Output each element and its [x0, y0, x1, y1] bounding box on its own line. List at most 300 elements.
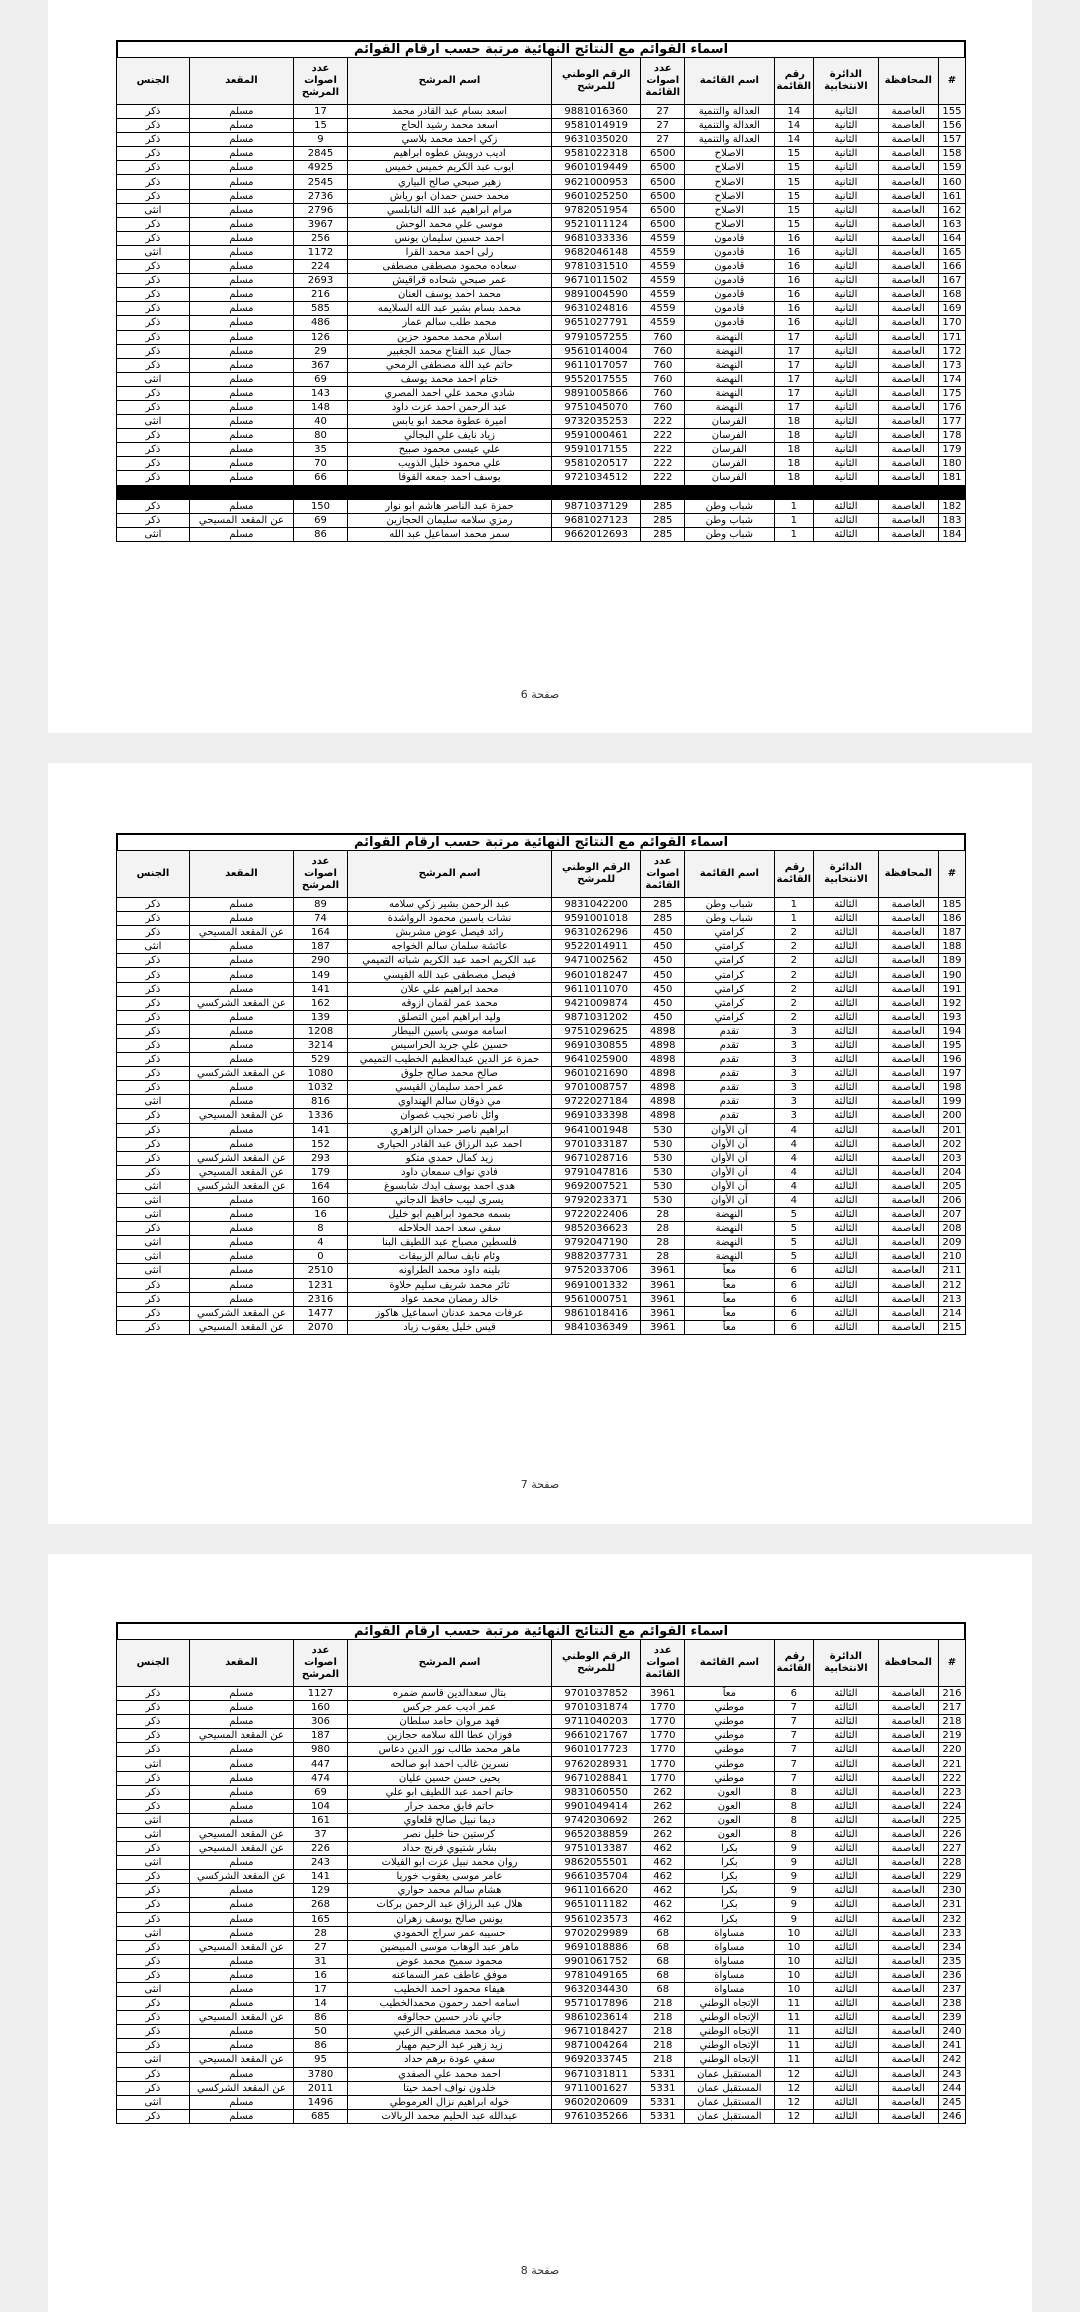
cell-list-number: 7	[774, 1729, 814, 1743]
cell-seat: مسلم	[189, 274, 293, 288]
table-row	[117, 429, 966, 443]
table-row	[117, 245, 966, 259]
cell-district: الثالثة	[814, 1743, 879, 1757]
cell-candidate-name: رمزي سلامه سليمان الحجازين	[348, 513, 552, 527]
table-row	[117, 1306, 966, 1320]
cell-candidate-name: زكي احمد محمد بلاسي	[348, 133, 552, 147]
cell-candidate-votes: 290	[293, 954, 347, 968]
cell-national-id: 9762028931	[551, 1757, 640, 1771]
cell-candidate-votes: 31	[293, 1954, 347, 1968]
cell-candidate-name: محمود سميح محمد عوض	[348, 1954, 552, 1968]
cell-national-id: 9691033398	[551, 1109, 640, 1123]
cell-candidate-votes: 243	[293, 1856, 347, 1870]
cell-list-number: 7	[774, 1701, 814, 1715]
column-header-list-number: رقم القائمة	[774, 1640, 814, 1687]
cell-candidate-name: محمد احمد يوسف العنان	[348, 288, 552, 302]
cell-list-name: الاصلاح	[685, 203, 774, 217]
cell-seat: مسلم	[189, 161, 293, 175]
cell-national-id: 9561014004	[551, 344, 640, 358]
column-header-governorate: المحافظة	[878, 1640, 938, 1687]
cell-list-name: المستقبل عمان	[685, 2109, 774, 2123]
cell-list-votes: 3961	[641, 1292, 685, 1306]
cell-candidate-votes: 486	[293, 316, 347, 330]
cell-candidate-name: محمد عمر لقمان ازوقه	[348, 996, 552, 1010]
cell-national-id: 9742030692	[551, 1813, 640, 1827]
cell-gender: ذكر	[117, 2011, 190, 2025]
cell-gender: انثى	[117, 1208, 190, 1222]
cell-national-id: 9722022406	[551, 1208, 640, 1222]
cell-seat: مسلم	[189, 1898, 293, 1912]
cell-national-id: 9692033745	[551, 2053, 640, 2067]
cell-row-number: 204	[938, 1165, 965, 1179]
cell-list-votes: 4559	[641, 274, 685, 288]
cell-row-number: 194	[938, 1024, 965, 1038]
cell-row-number: 246	[938, 2109, 965, 2123]
column-header-list-votes: عدد اصوات القائمة	[641, 58, 685, 105]
cell-district: الثالثة	[814, 2067, 879, 2081]
column-header-candidate-votes: عدد اصوات المرشح	[293, 58, 347, 105]
table-row	[117, 1842, 966, 1856]
cell-candidate-name: نشات ياسين محمود الرواشدة	[348, 912, 552, 926]
results-table	[116, 1622, 966, 2124]
cell-list-number: 2	[774, 1010, 814, 1024]
cell-list-number: 5	[774, 1208, 814, 1222]
cell-gender: ذكر	[117, 316, 190, 330]
cell-seat: مسلم	[189, 189, 293, 203]
cell-list-number: 4	[774, 1151, 814, 1165]
table-title: اسماء القوائم مع النتائج النهائية مرتبة حسب ارقام القوائم	[116, 833, 966, 850]
cell-list-number: 8	[774, 1827, 814, 1841]
cell-candidate-votes: 4925	[293, 161, 347, 175]
cell-list-name: تقدم	[685, 1053, 774, 1067]
cell-candidate-name: كرستين حنا خليل نصر	[348, 1827, 552, 1841]
cell-list-votes: 4898	[641, 1081, 685, 1095]
cell-seat: مسلم	[189, 316, 293, 330]
cell-national-id: 9751029625	[551, 1024, 640, 1038]
cell-candidate-name: محمد بسام بشير عبد الله السلايمه	[348, 302, 552, 316]
cell-national-id: 9581022318	[551, 147, 640, 161]
page-number: صفحة 7	[520, 1478, 560, 1491]
cell-candidate-name	[348, 485, 552, 499]
cell-governorate: العاصمة	[878, 1856, 938, 1870]
cell-candidate-name: مي ذوقان سالم الهنداوي	[348, 1095, 552, 1109]
table-row	[117, 1982, 966, 1996]
cell-governorate: العاصمة	[878, 1222, 938, 1236]
cell-gender: ذكر	[117, 260, 190, 274]
cell-list-name: النهضة	[685, 358, 774, 372]
cell-national-id: 9581020517	[551, 457, 640, 471]
cell-district: الثانية	[814, 175, 879, 189]
cell-national-id: 9601019449	[551, 161, 640, 175]
cell-seat: مسلم	[189, 1997, 293, 2011]
cell-candidate-name: حسيبه عمر سراج الحمودي	[348, 1926, 552, 1940]
column-header-list-number: رقم القائمة	[774, 58, 814, 105]
cell-list-votes: 28	[641, 1236, 685, 1250]
cell-list-name: كرامتي	[685, 940, 774, 954]
cell-list-number: 5	[774, 1222, 814, 1236]
table-row	[117, 1236, 966, 1250]
cell-row-number: 174	[938, 372, 965, 386]
cell-candidate-name: نسرين غالب احمد ابو صالحه	[348, 1757, 552, 1771]
cell-list-name: موطني	[685, 1743, 774, 1757]
cell-national-id: 9651027791	[551, 316, 640, 330]
cell-candidate-name: بلينه داود محمد الطراونه	[348, 1264, 552, 1278]
cell-national-id: 9852036623	[551, 1222, 640, 1236]
cell-list-name: النهضة	[685, 400, 774, 414]
cell-candidate-votes: 2736	[293, 189, 347, 203]
table-row	[117, 1771, 966, 1785]
cell-candidate-name: زيد كمال حمدي متكو	[348, 1151, 552, 1165]
cell-gender: ذكر	[117, 1010, 190, 1024]
cell-list-votes: 450	[641, 940, 685, 954]
cell-list-name: معاً	[685, 1278, 774, 1292]
cell-candidate-name: عمر اديب عمر جركس	[348, 1701, 552, 1715]
cell-candidate-votes: 447	[293, 1757, 347, 1771]
cell-list-number: 16	[774, 316, 814, 330]
cell-gender: ذكر	[117, 1165, 190, 1179]
table-row	[117, 1785, 966, 1799]
cell-row-number: 171	[938, 330, 965, 344]
cell-governorate: العاصمة	[878, 358, 938, 372]
cell-row-number: 164	[938, 231, 965, 245]
cell-list-name: بكرا	[685, 1884, 774, 1898]
cell-district: الثالثة	[814, 1771, 879, 1785]
cell-list-name: تقدم	[685, 1067, 774, 1081]
cell-district: الثالثة	[814, 1250, 879, 1264]
cell-candidate-votes: 69	[293, 372, 347, 386]
cell-district: الثانية	[814, 415, 879, 429]
cell-candidate-name: حمزة عز الدين عبدالعظيم الخطيب التميمي	[348, 1053, 552, 1067]
cell-national-id: 9661035704	[551, 1870, 640, 1884]
cell-row-number: 200	[938, 1109, 965, 1123]
column-header-seat: المقعد	[189, 1640, 293, 1687]
cell-candidate-name: زياد نايف علي البجالي	[348, 429, 552, 443]
cell-list-name: النهضة	[685, 330, 774, 344]
cell-list-votes: 27	[641, 133, 685, 147]
cell-seat: عن المقعد الشركسي	[189, 1067, 293, 1081]
cell-list-number: 3	[774, 1053, 814, 1067]
cell-seat: مسلم	[189, 1292, 293, 1306]
cell-list-votes: 3961	[641, 1306, 685, 1320]
page-number: صفحة 6	[520, 688, 560, 701]
cell-district: الثالثة	[814, 1898, 879, 1912]
cell-list-name: قادمون	[685, 274, 774, 288]
cell-list-number: 6	[774, 1278, 814, 1292]
cell-district: الثالثة	[814, 1856, 879, 1870]
cell-candidate-name: خوله ابراهيم نزال العرموطي	[348, 2095, 552, 2109]
cell-national-id: 9601017723	[551, 1743, 640, 1757]
table-row	[117, 1968, 966, 1982]
cell-seat: مسلم	[189, 954, 293, 968]
cell-list-votes: 4898	[641, 1053, 685, 1067]
cell-candidate-name: بتال سعدالدين قاسم ضمره	[348, 1687, 552, 1701]
cell-list-votes: 218	[641, 2039, 685, 2053]
cell-national-id: 9761035266	[551, 2109, 640, 2123]
separator-row	[117, 485, 966, 499]
cell-list-number: 10	[774, 1982, 814, 1996]
cell-seat: مسلم	[189, 245, 293, 259]
cell-national-id: 9861018416	[551, 1306, 640, 1320]
cell-candidate-votes: 143	[293, 386, 347, 400]
table-title: اسماء القوائم مع النتائج النهائية مرتبة حسب ارقام القوائم	[116, 40, 966, 57]
cell-governorate: العاصمة	[878, 1236, 938, 1250]
cell-candidate-name: فلسطين مصباح عبد اللطيف البنا	[348, 1236, 552, 1250]
cell-candidate-votes: 1032	[293, 1081, 347, 1095]
cell-governorate: العاصمة	[878, 1292, 938, 1306]
cell-district	[814, 485, 879, 499]
cell-district: الثانية	[814, 288, 879, 302]
cell-district: الثالثة	[814, 1264, 879, 1278]
cell-district: الثالثة	[814, 1997, 879, 2011]
cell-list-number: 16	[774, 274, 814, 288]
cell-list-votes: 5331	[641, 2081, 685, 2095]
cell-gender: ذكر	[117, 1024, 190, 1038]
cell-seat: عن المقعد الشركسي	[189, 1179, 293, 1193]
cell-national-id: 9671028716	[551, 1151, 640, 1165]
cell-row-number: 177	[938, 415, 965, 429]
table-row	[117, 1715, 966, 1729]
cell-seat: مسلم	[189, 1813, 293, 1827]
table-row	[117, 1940, 966, 1954]
cell-district: الثانية	[814, 330, 879, 344]
cell-candidate-votes: 2070	[293, 1320, 347, 1334]
cell-national-id: 9871004264	[551, 2039, 640, 2053]
cell-list-votes: 6500	[641, 217, 685, 231]
cell-gender: ذكر	[117, 954, 190, 968]
cell-list-number: 1	[774, 499, 814, 513]
cell-governorate: العاصمة	[878, 344, 938, 358]
cell-seat: مسلم	[189, 133, 293, 147]
table-row	[117, 330, 966, 344]
cell-district: الثالثة	[814, 1081, 879, 1095]
cell-row-number: 222	[938, 1771, 965, 1785]
cell-list-name: الإتجاه الوطني	[685, 2053, 774, 2067]
cell-row-number: 178	[938, 429, 965, 443]
cell-gender: ذكر	[117, 926, 190, 940]
cell-row-number: 230	[938, 1884, 965, 1898]
cell-national-id: 9671028841	[551, 1771, 640, 1785]
cell-row-number: 190	[938, 968, 965, 982]
cell-candidate-votes: 0	[293, 1250, 347, 1264]
table-row	[117, 940, 966, 954]
cell-gender: انثى	[117, 2053, 190, 2067]
cell-list-name: النهضة	[685, 1250, 774, 1264]
cell-national-id: 9421009874	[551, 996, 640, 1010]
cell-list-votes: 285	[641, 527, 685, 541]
cell-candidate-name: يوسف احمد جمعه القوقا	[348, 471, 552, 485]
cell-gender: ذكر	[117, 2067, 190, 2081]
table-row	[117, 1165, 966, 1179]
cell-list-number: 7	[774, 1715, 814, 1729]
table-row	[117, 1997, 966, 2011]
cell-list-number: 3	[774, 1024, 814, 1038]
cell-seat: عن المقعد المسيحي	[189, 1109, 293, 1123]
cell-row-number: 236	[938, 1968, 965, 1982]
cell-gender: انثى	[117, 2095, 190, 2109]
cell-national-id: 9591000461	[551, 429, 640, 443]
cell-list-number: 9	[774, 1884, 814, 1898]
cell-list-votes: 222	[641, 471, 685, 485]
cell-candidate-name: رلى احمد محمد القرا	[348, 245, 552, 259]
cell-list-number: 2	[774, 982, 814, 996]
cell-list-votes: 5331	[641, 2067, 685, 2081]
cell-district: الثالثة	[814, 1912, 879, 1926]
cell-list-votes: 462	[641, 1912, 685, 1926]
cell-district: الثالثة	[814, 1208, 879, 1222]
cell-seat: مسلم	[189, 1081, 293, 1095]
cell-list-number: 11	[774, 2039, 814, 2053]
cell-list-name: تقدم	[685, 1038, 774, 1052]
cell-district: الثانية	[814, 147, 879, 161]
cell-candidate-name: عرفات محمد عدنان اسماعيل هاكوز	[348, 1306, 552, 1320]
table-row	[117, 2011, 966, 2025]
cell-national-id: 9682046148	[551, 245, 640, 259]
cell-list-name: الفرسان	[685, 415, 774, 429]
table-row	[117, 1250, 966, 1264]
cell-candidate-name: فوزان عطا الله سلامه حجازين	[348, 1729, 552, 1743]
cell-district: الثالثة	[814, 1222, 879, 1236]
cell-row-number: 205	[938, 1179, 965, 1193]
cell-district: الثالثة	[814, 1306, 879, 1320]
cell-candidate-votes: 74	[293, 912, 347, 926]
cell-list-number: 4	[774, 1137, 814, 1151]
cell-list-name: كرامتي	[685, 1010, 774, 1024]
cell-candidate-name: اميرة عطوة محمد ابو يابس	[348, 415, 552, 429]
table-row	[117, 926, 966, 940]
cell-seat: مسلم	[189, 1954, 293, 1968]
cell-row-number: 158	[938, 147, 965, 161]
cell-list-number: 11	[774, 2053, 814, 2067]
table-row	[117, 1137, 966, 1151]
cell-seat: مسلم	[189, 147, 293, 161]
cell-gender: ذكر	[117, 1081, 190, 1095]
cell-row-number: 245	[938, 2095, 965, 2109]
table-row	[117, 119, 966, 133]
cell-list-votes: 4898	[641, 1095, 685, 1109]
cell-seat: عن المقعد المسيحي	[189, 926, 293, 940]
cell-candidate-name: عمر احمد سليمان القيسي	[348, 1081, 552, 1095]
cell-candidate-votes: 27	[293, 1940, 347, 1954]
cell-governorate: العاصمة	[878, 1827, 938, 1841]
cell-district: الثالثة	[814, 1968, 879, 1982]
cell-governorate: العاصمة	[878, 513, 938, 527]
cell-list-votes: 4898	[641, 1038, 685, 1052]
cell-gender: ذكر	[117, 2109, 190, 2123]
cell-governorate: العاصمة	[878, 161, 938, 175]
cell-gender: ذكر	[117, 1968, 190, 1982]
cell-seat: مسلم	[189, 1123, 293, 1137]
cell-seat: مسلم	[189, 1785, 293, 1799]
cell-list-number: 15	[774, 175, 814, 189]
cell-national-id: 9752033706	[551, 1264, 640, 1278]
cell-seat: مسلم	[189, 1222, 293, 1236]
cell-candidate-votes: 2545	[293, 175, 347, 189]
cell-district: الثالثة	[814, 513, 879, 527]
table-row	[117, 1813, 966, 1827]
cell-candidate-name: عبد الرحمن بشير زكي سلامه	[348, 898, 552, 912]
cell-list-votes: 262	[641, 1813, 685, 1827]
cell-list-number: 7	[774, 1743, 814, 1757]
cell-list-votes: 1770	[641, 1729, 685, 1743]
cell-list-number: 2	[774, 926, 814, 940]
cell-list-name: الاصلاح	[685, 217, 774, 231]
cell-candidate-votes: 14	[293, 1997, 347, 2011]
cell-list-number: 9	[774, 1856, 814, 1870]
table-row	[117, 982, 966, 996]
cell-candidate-votes: 367	[293, 358, 347, 372]
cell-list-number: 3	[774, 1109, 814, 1123]
cell-list-votes: 760	[641, 372, 685, 386]
cell-list-name: قادمون	[685, 288, 774, 302]
cell-list-name: العون	[685, 1785, 774, 1799]
cell-list-number: 6	[774, 1292, 814, 1306]
cell-list-votes: 4559	[641, 231, 685, 245]
table-row	[117, 1053, 966, 1067]
cell-candidate-name: محمد حسن حمدان ابو رياش	[348, 189, 552, 203]
cell-list-name: موطني	[685, 1701, 774, 1715]
cell-list-name: تقدم	[685, 1095, 774, 1109]
cell-district: الثالثة	[814, 1278, 879, 1292]
cell-governorate: العاصمة	[878, 1024, 938, 1038]
cell-list-name: معاً	[685, 1264, 774, 1278]
cell-row-number: 155	[938, 105, 965, 119]
column-header-gender: الجنس	[117, 851, 190, 898]
cell-national-id: 9471002562	[551, 954, 640, 968]
cell-seat: مسلم	[189, 429, 293, 443]
cell-national-id: 9711001627	[551, 2081, 640, 2095]
table-row	[117, 1208, 966, 1222]
cell-seat: مسلم	[189, 471, 293, 485]
cell-seat: مسلم	[189, 2109, 293, 2123]
table-row	[117, 1151, 966, 1165]
cell-list-name: بكرا	[685, 1870, 774, 1884]
cell-governorate: العاصمة	[878, 1165, 938, 1179]
cell-list-name: النهضة	[685, 1222, 774, 1236]
cell-gender: انثى	[117, 527, 190, 541]
cell-list-name: العون	[685, 1813, 774, 1827]
cell-governorate: العاصمة	[878, 415, 938, 429]
cell-national-id: 9891004590	[551, 288, 640, 302]
cell-candidate-name: وليد ابراهيم امين التصلق	[348, 1010, 552, 1024]
cell-row-number: 181	[938, 471, 965, 485]
cell-candidate-votes: 816	[293, 1095, 347, 1109]
cell-list-votes: 6500	[641, 147, 685, 161]
cell-row-number: 215	[938, 1320, 965, 1334]
cell-seat: مسلم	[189, 1856, 293, 1870]
cell-seat: مسلم	[189, 898, 293, 912]
cell-governorate: العاصمة	[878, 231, 938, 245]
cell-list-name: آن الأوان	[685, 1165, 774, 1179]
table-row	[117, 499, 966, 513]
cell-candidate-name: زياد محمد مصطفى الزعبي	[348, 2025, 552, 2039]
cell-district: الثالثة	[814, 1715, 879, 1729]
cell-governorate: العاصمة	[878, 1306, 938, 1320]
cell-district: الثالثة	[814, 1701, 879, 1715]
cell-list-number: 9	[774, 1912, 814, 1926]
cell-seat: مسلم	[189, 912, 293, 926]
cell-gender: ذكر	[117, 1067, 190, 1081]
cell-candidate-votes: 86	[293, 2039, 347, 2053]
cell-national-id: 9732035253	[551, 415, 640, 429]
cell-candidate-votes: 141	[293, 1870, 347, 1884]
cell-row-number: 189	[938, 954, 965, 968]
cell-national-id: 9611011070	[551, 982, 640, 996]
cell-district: الثالثة	[814, 1109, 879, 1123]
cell-gender: انثى	[117, 1250, 190, 1264]
cell-district: الثالثة	[814, 1813, 879, 1827]
cell-candidate-name: وائل ناصر نجيب غصوان	[348, 1109, 552, 1123]
cell-gender: ذكر	[117, 1278, 190, 1292]
